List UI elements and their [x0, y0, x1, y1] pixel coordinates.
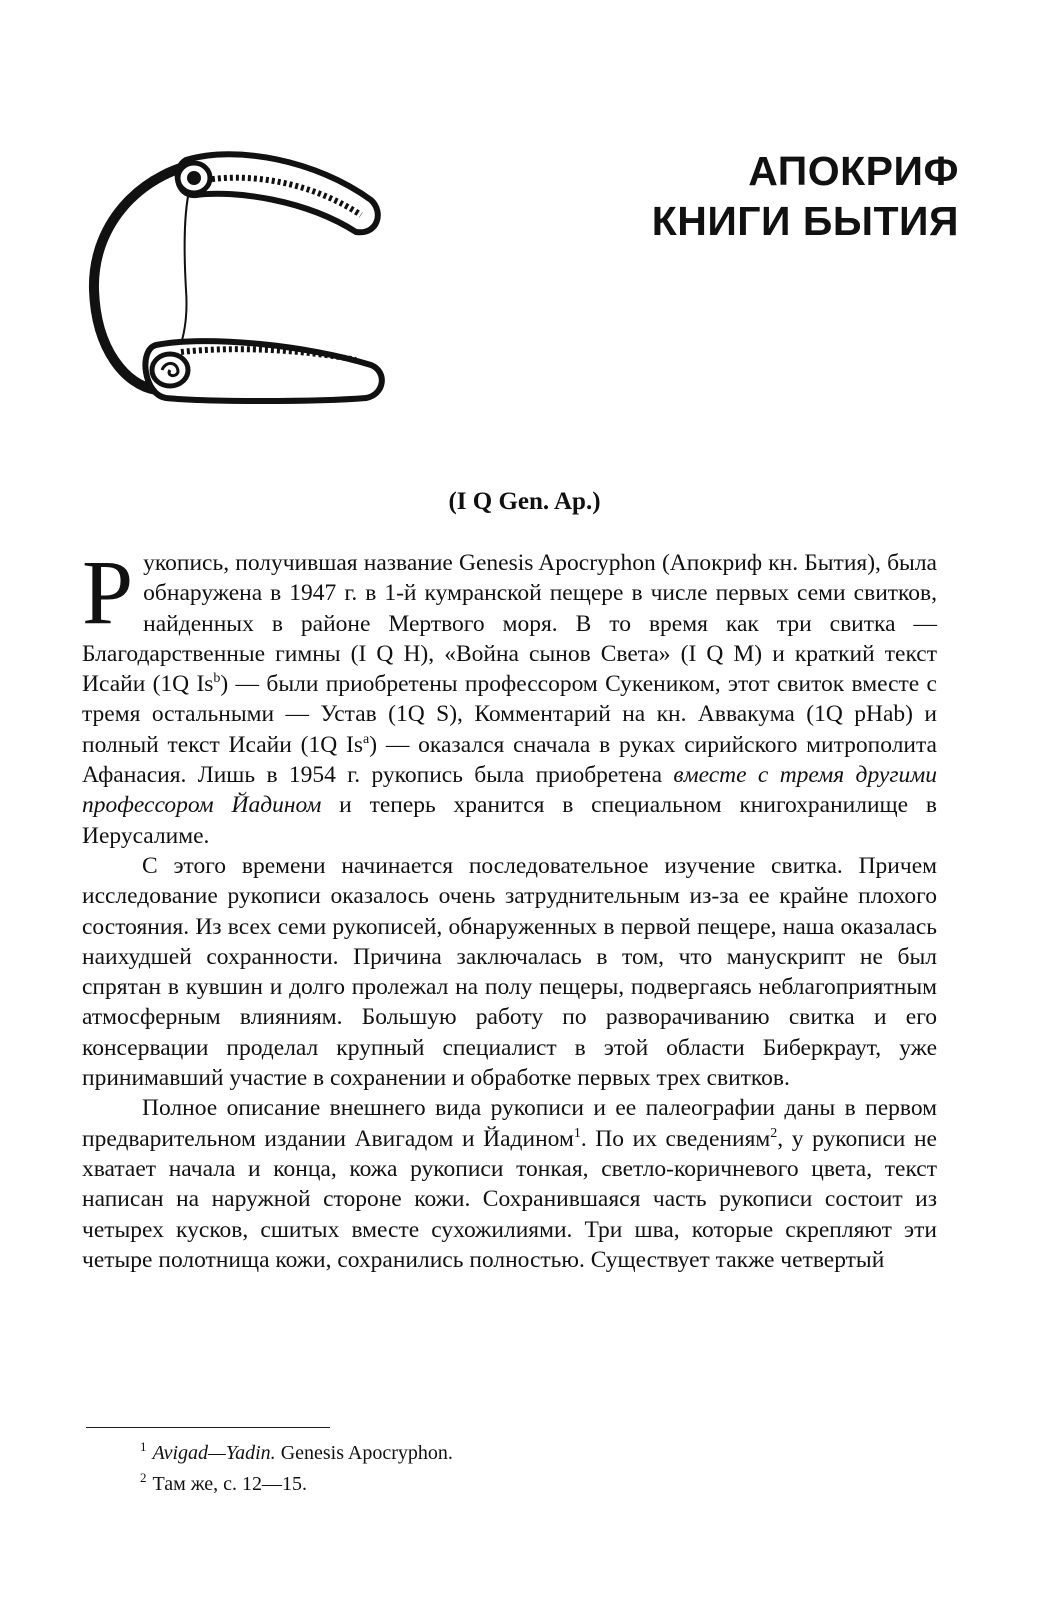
paragraph-1-part-b: ) — были приобретены профессором Сукеником, этот свиток вместе с тремя остальными — Устав (1Q S), Комментарий на кн. Аввакума (1Q pHab) и полный текст Исайи (1Q Is: [82, 671, 937, 758]
paragraph-3: [82, 1093, 937, 1275]
manuscript-siglum: (I Q Gen. Ap.): [448, 488, 601, 515]
title-line-1: АПОКРИФ: [748, 148, 959, 194]
scroll-illustration-icon: [86, 140, 406, 430]
paragraph-3-part-b: . По их сведениям: [580, 1125, 771, 1152]
footnotes: [140, 1438, 453, 1500]
footnote-number: 2: [140, 1470, 147, 1485]
paragraph-3-part-a: Полное описание внешнего вида рукописи и ее палеографии даны в первом предварительном издании Авигадом и Йадином: [82, 1095, 937, 1152]
paragraph-3-part-c: , у рукописи не хватает начала и конца, кожа рукописи тонкая, светло-коричневого цвета, текст написан на наружной стороне кожи. Сохранившаяся часть рукописи состоит из четырех кусков, сшитых вместе сухожилиями. Три шва, которые скрепляют эти четыре полотнища кожи, сохранились полностью. Существует также четвертый: [82, 1125, 937, 1273]
body-text: [82, 541, 937, 1275]
page-title: [652, 146, 959, 246]
paragraph-1-part-a: укопись, получившая название Genesis Apocryphon (Апокриф кн. Бытия), была обнаружена в 1947 г. в 1-й кумранской пещере в числе первых семи свитков, найденных в районе Мертвого моря. В то время как три свитка — Благодарственные гимны (I Q H), «Война сынов Света» (I Q M) и краткий текст Исайи (1Q Is: [82, 550, 937, 698]
footnote-text: Genesis Apocryphon.: [275, 1442, 453, 1464]
drop-cap: Р: [82, 541, 134, 643]
footnote-ref-2: 2: [770, 1125, 778, 1141]
paragraph-2: С этого времени начинается последовательное изучение свитка. Причем исследование рукописи оказалось очень затруднительным из-за ее крайне плохого состояния. Из всех семи рукописей, обнаруженных в первой пещере, наша оказалась наихудшей сохранности. Причина заключалась в том, что манускрипт не был спрятан в кувшин и долго пролежал на полу пещеры, подвергаясь неблагоприятным атмосферным влияниям. Большую работу по разворачиванию свитка и его консервации проделал крупный специалист в этой области Биберкраут, уже принимавший участие в сохранении и обработке первых трех свитков.: [82, 852, 937, 1092]
footnote-number: 1: [140, 1439, 147, 1454]
paragraph-1-part-d: и теперь хранится в специальном книгохранилище в Иерусалиме.: [82, 792, 937, 849]
title-line-2: КНИГИ БЫТИЯ: [651, 198, 959, 244]
paragraph-1: [82, 541, 937, 851]
superscript-a: a: [363, 731, 370, 747]
footnote-2: [140, 1469, 453, 1500]
footnote-divider: [86, 1427, 330, 1428]
paragraph-1-part-c: ) — оказался сначала в руках сирийского митрополита Афанасия. Лишь в 1954 г. рукопись была приобретена: [82, 731, 937, 789]
superscript-b: b: [213, 671, 221, 687]
paragraph-1-italic: вместе с тремя другими профессором Йадином: [82, 762, 937, 819]
footnote-italic: Avigad—Yadin.: [152, 1442, 276, 1464]
footnote-1: [140, 1438, 453, 1469]
footnote-ref-1: 1: [573, 1125, 581, 1141]
footnote-text: Там же, с. 12—15.: [152, 1473, 308, 1495]
